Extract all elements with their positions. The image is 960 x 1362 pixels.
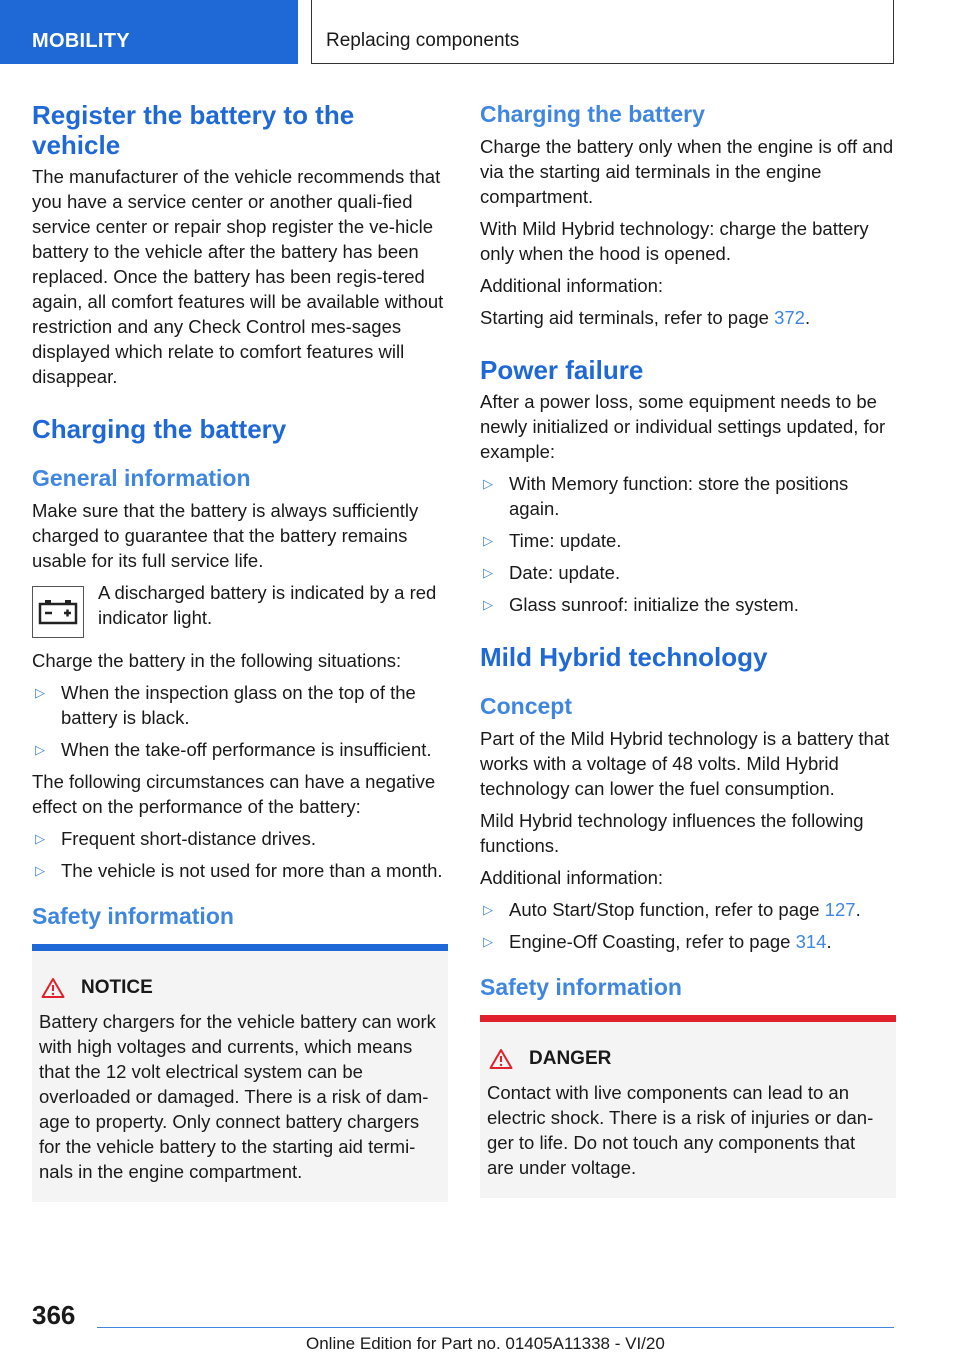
charging-heading: Charging the battery <box>32 414 287 444</box>
notice-label: NOTICE <box>81 977 153 998</box>
general-info-heading: General information <box>32 465 251 491</box>
power-items-list <box>480 471 896 617</box>
triangle-bullet-icon: ▷ <box>483 533 493 548</box>
situations-list <box>32 680 448 762</box>
indicator-row <box>32 580 448 638</box>
notice-text: Battery chargers for the vehicle battery can work with high voltages and currents, which means that the 12 volt electrical system can be overloaded or damaged. There is a risk of dam-age to property. Only connect battery chargers for the vehicle battery to the starting aid termi-nals in the engine compartment. <box>39 1011 436 1182</box>
section-label: MOBILITY <box>32 30 130 52</box>
list-item: ▷ The vehicle is not used for more than a month. <box>35 860 443 881</box>
warning-triangle-icon <box>489 1048 513 1070</box>
list-item: ▷ Glass sunroof: initialize the system. <box>483 594 799 615</box>
chapter-label: Replacing components <box>326 30 520 51</box>
danger-label: DANGER <box>529 1048 612 1069</box>
register-heading: Register the battery to the vehicle <box>32 100 355 160</box>
additional-info-label-2: Additional information: <box>480 867 664 888</box>
mild-hybrid-heading: Mild Hybrid technology <box>480 642 768 672</box>
page-link[interactable]: 372 <box>774 307 805 328</box>
list-item: ▷ Engine-Off Coasting, refer to page 314. <box>483 931 832 952</box>
power-failure-paragraph: After a power loss, some equipment needs to be newly initialized or individual settings updated, for example: <box>480 391 886 462</box>
page-number: 366 <box>32 1300 76 1330</box>
triangle-bullet-icon: ▷ <box>35 863 45 878</box>
list-item: ▷ When the take-off performance is insufficient. <box>35 739 432 760</box>
page-link[interactable]: 314 <box>795 931 827 952</box>
charging-paragraph-1: Charge the battery only when the engine is off and via the starting aid terminals in the engine compartment. <box>480 136 894 207</box>
starting-aid-ref: Starting aid terminals, refer to page 372. <box>480 307 811 328</box>
list-item: ▷ Auto Start/Stop function, refer to page 127. <box>483 899 861 920</box>
triangle-bullet-icon: ▷ <box>483 565 493 580</box>
list-item: ▷ With Memory function: store the positions again. <box>483 473 849 519</box>
list-item: ▷ Frequent short-distance drives. <box>35 828 317 849</box>
charging-subheading: Charging the battery <box>480 101 705 127</box>
right-column <box>480 100 896 1198</box>
footer-rule <box>97 1327 894 1328</box>
triangle-bullet-icon: ▷ <box>483 476 493 491</box>
list-item: ▷ Time: update. <box>483 530 622 551</box>
danger-text: Contact with live components can lead to an electric shock. There is a risk of injuries or dan-ger to life. Do not touch any components that are under voltage. <box>487 1082 874 1178</box>
triangle-bullet-icon: ▷ <box>35 742 45 757</box>
power-failure-heading: Power failure <box>480 355 644 385</box>
situations-intro: Charge the battery in the following situations: <box>32 650 402 671</box>
notice-callout <box>32 944 448 1202</box>
chapter-tab <box>311 0 894 64</box>
list-item: ▷ When the inspection glass on the top of the battery is black. <box>35 682 416 728</box>
circumstances-list <box>32 826 448 883</box>
safety-heading: Safety information <box>32 903 234 929</box>
register-paragraph: The manufacturer of the vehicle recommends that you have a service center or another quali-fied service center or repair shop register the ve-hicle battery to the vehicle after the battery has been replaced. Once the battery has been regis-tered again, all comfort features will be available without restriction and any Check Control mes-sages displayed which relate to comfort features will disappear. <box>32 166 444 387</box>
notice-title <box>41 977 438 999</box>
charging-paragraph-2: With Mild Hybrid technology: charge the battery only when the hood is opened. <box>480 218 869 264</box>
section-tab <box>0 0 298 64</box>
list-item: ▷ Date: update. <box>483 562 621 583</box>
page-header <box>0 0 960 66</box>
circumstances-intro: The following circumstances can have a negative effect on the performance of the battery: <box>32 771 436 817</box>
left-column <box>32 100 448 1202</box>
danger-callout <box>480 1015 896 1198</box>
warning-triangle-icon <box>41 977 65 999</box>
battery-warning-icon <box>32 586 84 638</box>
triangle-bullet-icon: ▷ <box>483 597 493 612</box>
edition-note: Online Edition for Part no. 01405A11338 - VI/20 <box>306 1334 665 1353</box>
indicator-text: A discharged battery is indicated by a red indicator light. <box>98 582 437 628</box>
triangle-bullet-icon: ▷ <box>483 902 493 917</box>
concept-heading: Concept <box>480 693 572 719</box>
general-info-paragraph: Make sure that the battery is always sufficiently charged to guarantee that the battery remains usable for its full service life. <box>32 500 419 571</box>
references-list <box>480 897 896 954</box>
triangle-bullet-icon: ▷ <box>35 831 45 846</box>
additional-info-label: Additional information: <box>480 275 664 296</box>
triangle-bullet-icon: ▷ <box>483 934 493 949</box>
page-link[interactable]: 127 <box>824 899 856 920</box>
concept-paragraph-1: Part of the Mild Hybrid technology is a battery that works with a voltage of 48 volts. Mild Hybrid technology can lower the fuel consumption. <box>480 728 890 799</box>
safety-heading-right: Safety information <box>480 974 682 1000</box>
danger-title <box>489 1048 886 1070</box>
triangle-bullet-icon: ▷ <box>35 685 45 700</box>
concept-paragraph-2: Mild Hybrid technology influences the following functions. <box>480 810 864 856</box>
